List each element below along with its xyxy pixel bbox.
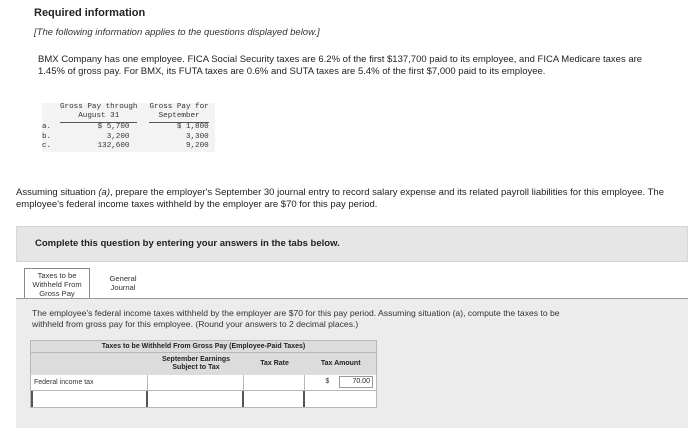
col-header-through-august: Gross Pay through August 31 <box>54 103 143 123</box>
row-description: Federal income tax <box>31 375 148 390</box>
table-row: c. 132,600 9,200 <box>42 142 209 150</box>
table-caption: Taxes to be Withheld From Gross Pay (Employee-Paid Taxes) <box>30 340 377 353</box>
gross-pay-table <box>42 103 215 152</box>
col-header-september: Gross Pay for September <box>143 103 214 123</box>
table-row <box>30 391 377 408</box>
taxes-withheld-table <box>30 340 377 408</box>
complete-question-banner: Complete this question by entering your answers in the tabs below. <box>16 226 688 262</box>
instructions-note: [The following information applies to the questions displayed below.] <box>34 27 320 38</box>
col-header-tax-amount: Tax Amount <box>320 359 361 367</box>
tab-general-journal[interactable]: General Journal <box>109 274 137 292</box>
required-information-title: Required information <box>34 7 146 19</box>
panel-instructions: The employee's federal income taxes withheld by the employer are $70 for this pay period. Assuming situation (a), compute the taxes to be withheld from gross pay for this employee. (Round your answers to 2 decimal places.) <box>32 308 560 329</box>
earnings-input[interactable] <box>148 375 243 390</box>
col-header-tax-rate: Tax Rate <box>260 359 289 367</box>
tax-amount-cell: $ 70.00 <box>305 375 376 390</box>
tax-amount-input[interactable] <box>305 391 376 407</box>
earnings-input[interactable] <box>148 391 243 407</box>
tax-rate-input[interactable] <box>244 391 306 407</box>
table-header <box>30 353 377 375</box>
col-header-earnings: September Earnings Subject to Tax <box>162 355 231 371</box>
tab-taxes-withheld[interactable]: Taxes to be Withheld From Gross Pay <box>24 268 90 302</box>
problem-intro: BMX Company has one employee. FICA Social Security taxes are 6.2% of the first $137,700 paid to its employee, and FICA Medicare taxes are 1.45% of gross pay. For BMX, its FUTA taxes are 0.6% and SUTA taxes are 5.4% of the first $7,000 paid to its employee. <box>38 54 643 77</box>
table-row: a. $ 5,700 $ 1,800 <box>42 123 209 131</box>
tax-rate-input[interactable] <box>244 375 306 390</box>
table-row: b. 3,200 3,300 <box>42 132 209 141</box>
description-input[interactable] <box>31 391 148 407</box>
table-row <box>30 375 377 391</box>
situation-question: Assuming situation (a), prepare the employer's September 30 journal entry to record salary expense and its related payroll liabilities for this employee. The employee's federal income taxes withheld by the employer are $70 for this pay period. <box>16 187 664 210</box>
tax-amount-input[interactable]: 70.00 <box>339 376 373 388</box>
